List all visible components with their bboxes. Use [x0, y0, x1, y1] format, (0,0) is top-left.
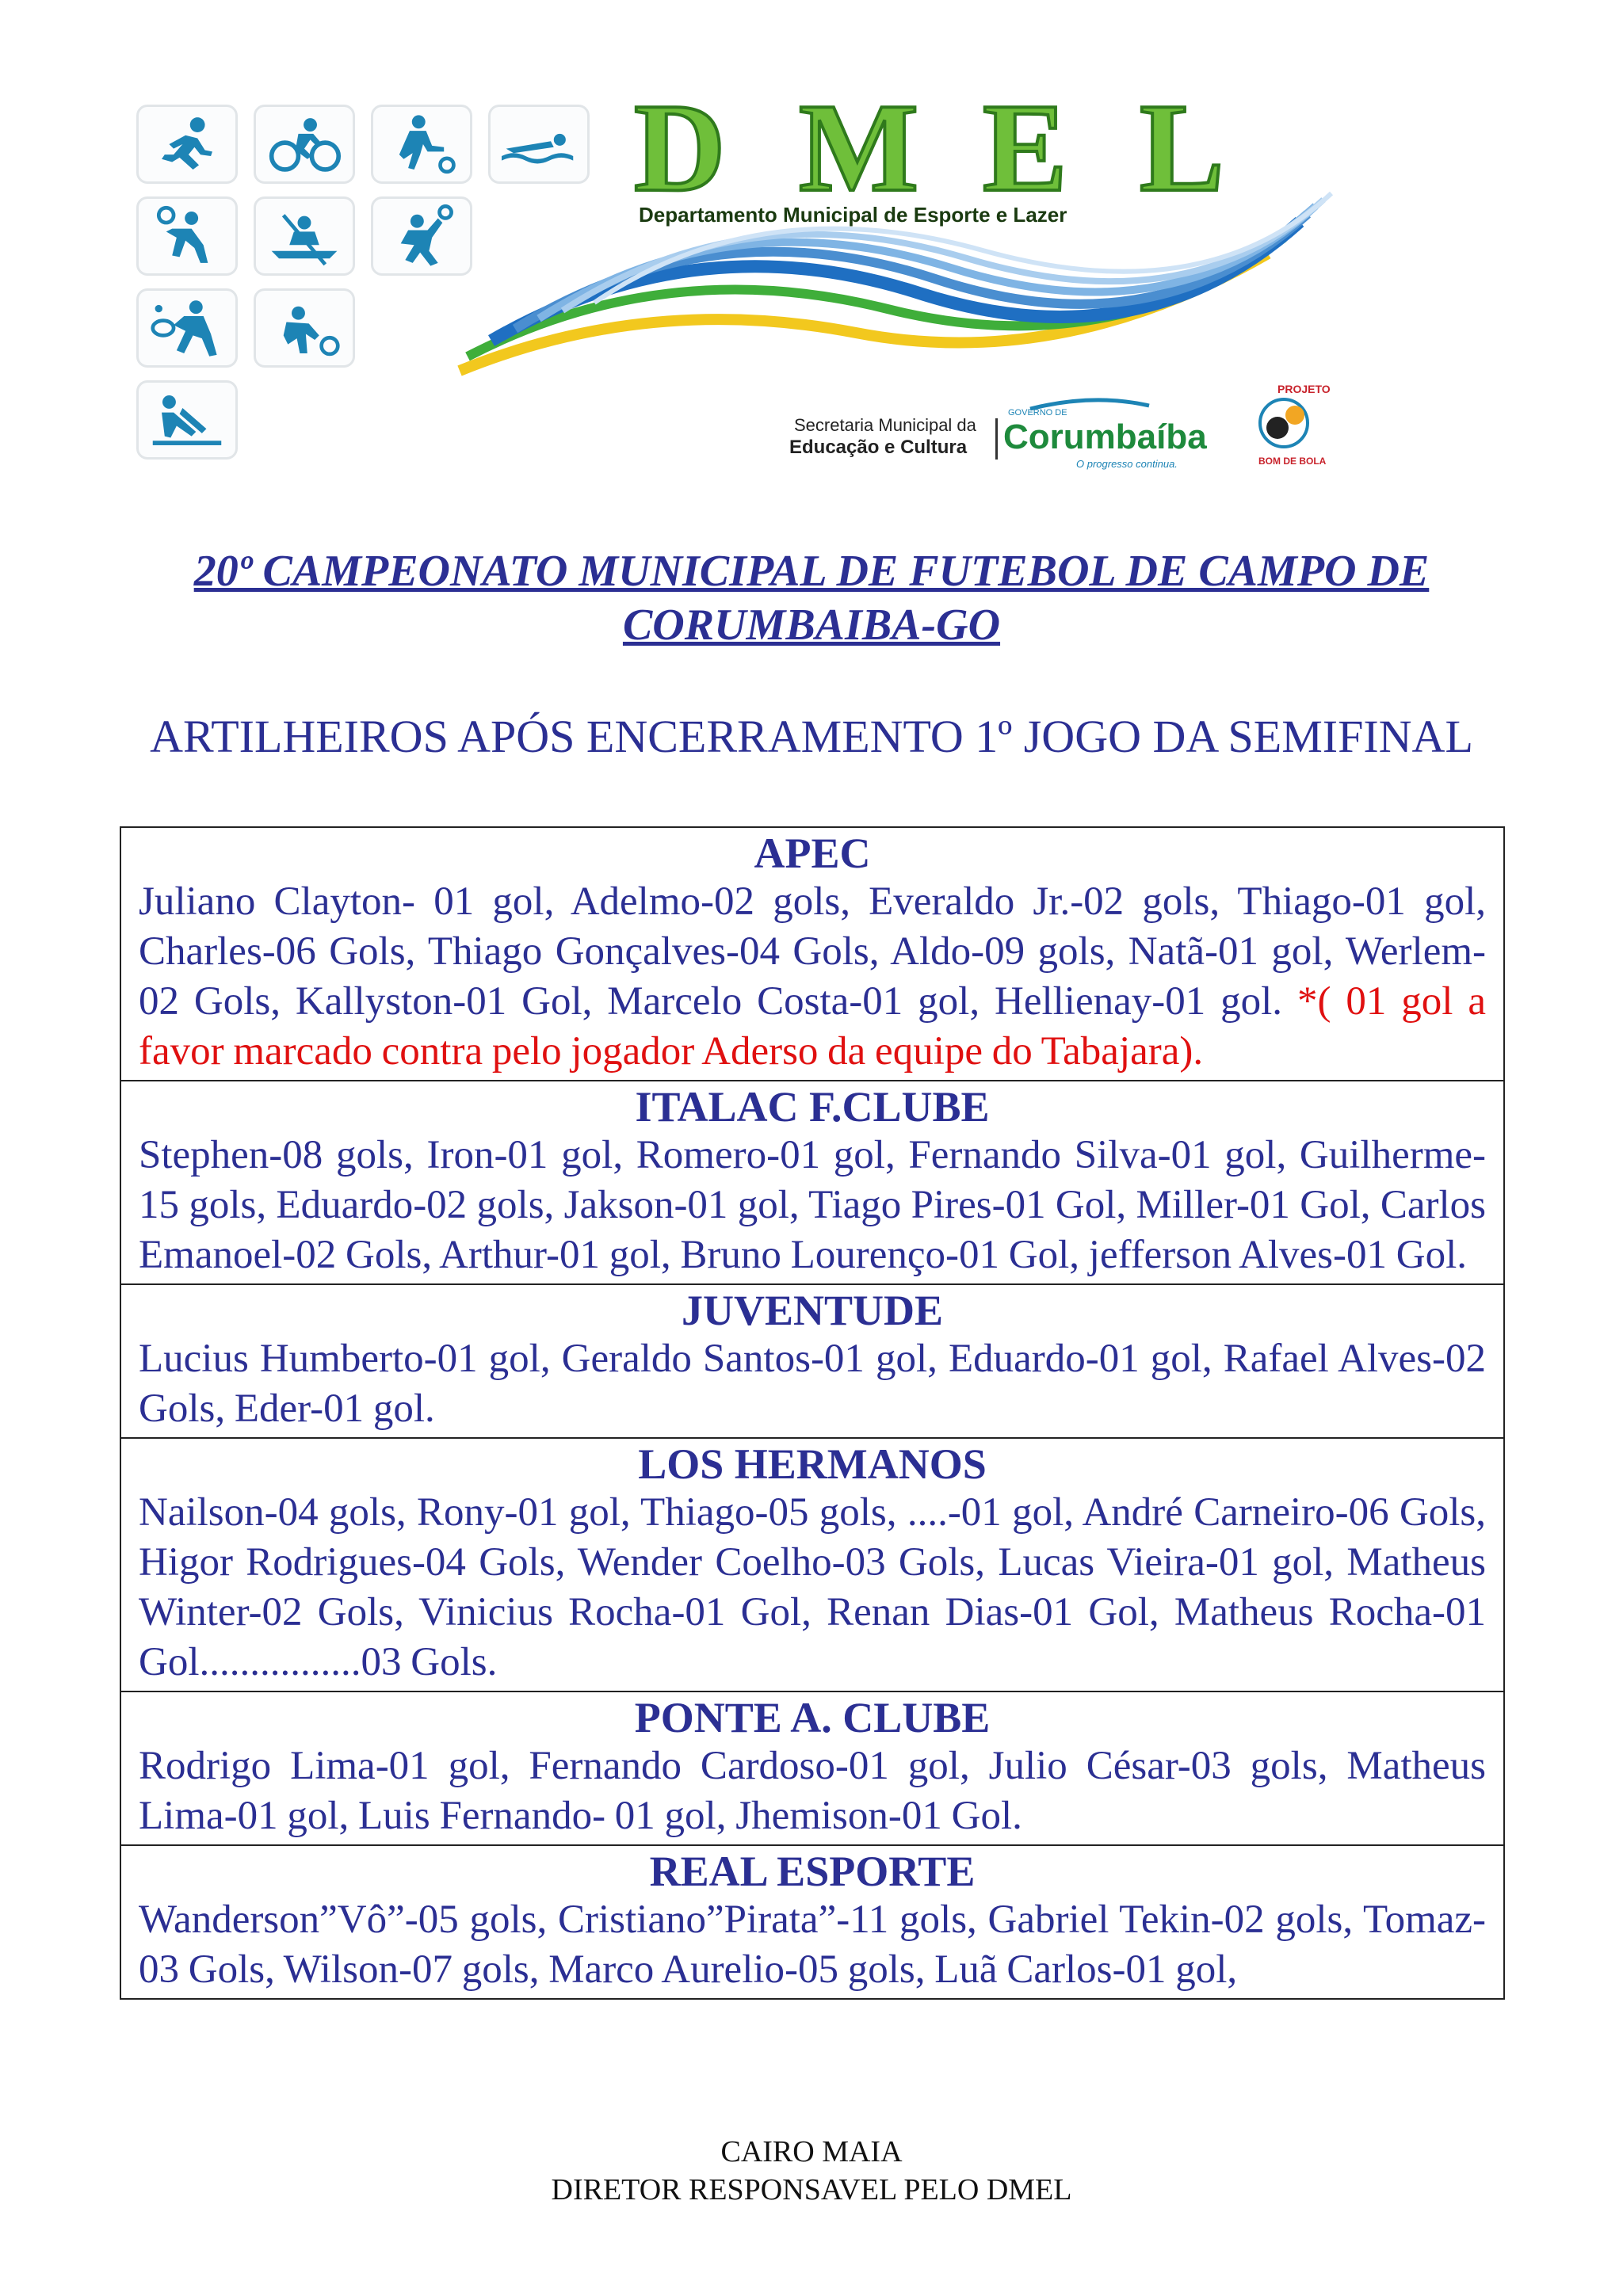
bocce-icon [254, 288, 355, 368]
signatory-role: DIRETOR RESPONSAVEL PELO DMEL [551, 2173, 1072, 2206]
running-icon [136, 105, 238, 184]
dmel-logo [444, 77, 1379, 507]
governo-label: GOVERNO DE [1008, 408, 1067, 418]
team-row-real-esporte [120, 1845, 1504, 1999]
cycling-icon [254, 105, 355, 184]
dmel-letter-d: D [634, 77, 726, 218]
bom-de-bola-label: BOM DE BOLA [1258, 456, 1327, 467]
scorers-subtitle: ARTILHEIROS APÓS ENCERRAMENTO 1º JOGO DA SEMIFINAL [150, 711, 1473, 762]
team-name: JUVENTUDE [681, 1287, 944, 1334]
dmel-letter-m: M [799, 77, 919, 218]
team-cell [120, 1081, 1504, 1284]
page-header [0, 0, 1623, 507]
team-name: REAL ESPORTE [649, 1848, 976, 1895]
team-cell [120, 1438, 1504, 1691]
team-row-italac [120, 1081, 1504, 1284]
team-cell [120, 827, 1504, 1081]
team-cell [120, 1691, 1504, 1845]
team-scorers-list: Juliano Clayton- 01 gol, Adelmo-02 gols, Everaldo Jr.-02 gols, Thiago-01 gol, Charles-06 Gols, Thiago Gonçalves-04 Gols, Aldo-09 gols, Natã-01 gol, Werlem-02 Gols, Kallyston-01 Gol, Marcelo Costa-01 gol, Hellienay-01 gol. [139, 879, 1486, 1024]
team-scorers-list: Rodrigo Lima-01 gol, Fernando Cardoso-01 gol, Julio César-03 gols, Matheus Lima-01 gol, Luis Fernando- 01 gol, Jhemison-01 Gol. [139, 1744, 1486, 1838]
team-cell [120, 1284, 1504, 1438]
city-slogan: O progresso continua. [1076, 458, 1178, 470]
projeto-label: PROJETO [1277, 383, 1331, 395]
team-row-juventude [120, 1284, 1504, 1438]
dmel-letter-e: E [983, 77, 1067, 218]
championship-title-line-2: CORUMBAIBA-GO [622, 601, 1001, 650]
team-cell [120, 1845, 1504, 1999]
team-name: PONTE A. CLUBE [634, 1694, 991, 1741]
team-name: ITALAC F.CLUBE [635, 1083, 990, 1131]
department-name: Departamento Municipal de Esporte e Lazer [639, 203, 1067, 227]
secretaria-line-1: Secretaria Municipal da [794, 415, 976, 435]
team-name: LOS HERMANOS [638, 1440, 987, 1488]
signatory-name: CAIRO MAIA [720, 2135, 903, 2168]
dmel-letter-l: L [1140, 77, 1224, 218]
team-scorers-list: Wanderson”Vô”-05 gols, Cristiano”Pirata”-11 gols, Gabriel Tekin-02 gols, Tomaz-03 Gols, Wilson-07 gols, Marco Aurelio-05 gols, Luã Carlos-01 gol, [139, 1897, 1486, 1992]
team-scorers [139, 877, 1486, 1077]
team-scorers-list: Nailson-04 gols, Rony-01 gol, Thiago-05 gols, ....-01 gol, André Carneiro-06 Gols, Higor Rodrigues-04 Gols, Wender Coelho-03 Gols, Lucas Vieira-01 gol, Matheus Winter-02 Gols, Vinicius Rocha-01 Gol, Renan Dias-01 Gol, Matheus Rocha-01 Gol................03 Gols. [139, 1490, 1486, 1684]
team-row-ponte [120, 1691, 1504, 1845]
top-scorers-table [120, 826, 1505, 2000]
canoeing-icon [254, 196, 355, 276]
team-scorers-list: Stephen-08 gols, Iron-01 gol, Romero-01 gol, Fernando Silva-01 gol, Guilherme-15 gols, Eduardo-02 gols, Jakson-01 gol, Tiago Pires-01 Gol, Miller-01 Gol, Carlos Emanoel-02 Gols, Arthur-01 gol, Bruno Lourenço-01 Gol, jefferson Alves-01 Gol. [139, 1133, 1486, 1277]
judo-icon [136, 380, 238, 460]
team-row-apec [120, 827, 1504, 1081]
team-name: APEC [754, 830, 871, 877]
team-row-los-hermanos [120, 1438, 1504, 1691]
projeto-bom-de-bola-badge [1258, 383, 1331, 467]
championship-title-line-1: 20º CAMPEONATO MUNICIPAL DE FUTEBOL DE CAMPO DE [193, 547, 1430, 596]
volleyball-icon [136, 196, 238, 276]
city-name: Corumbaíba [1003, 418, 1207, 456]
team-scorers-list: Lucius Humberto-01 gol, Geraldo Santos-01 gol, Eduardo-01 gol, Rafael Alves-02 Gols, Eder-01 gol. [139, 1337, 1486, 1431]
tennis-icon [136, 288, 238, 368]
secretaria-line-2: Educação e Cultura [789, 437, 968, 458]
own-goal-note: *( 01 gol a favor marcado contra pelo jogador Aderso da equipe do Tabajara). [139, 979, 1487, 1074]
